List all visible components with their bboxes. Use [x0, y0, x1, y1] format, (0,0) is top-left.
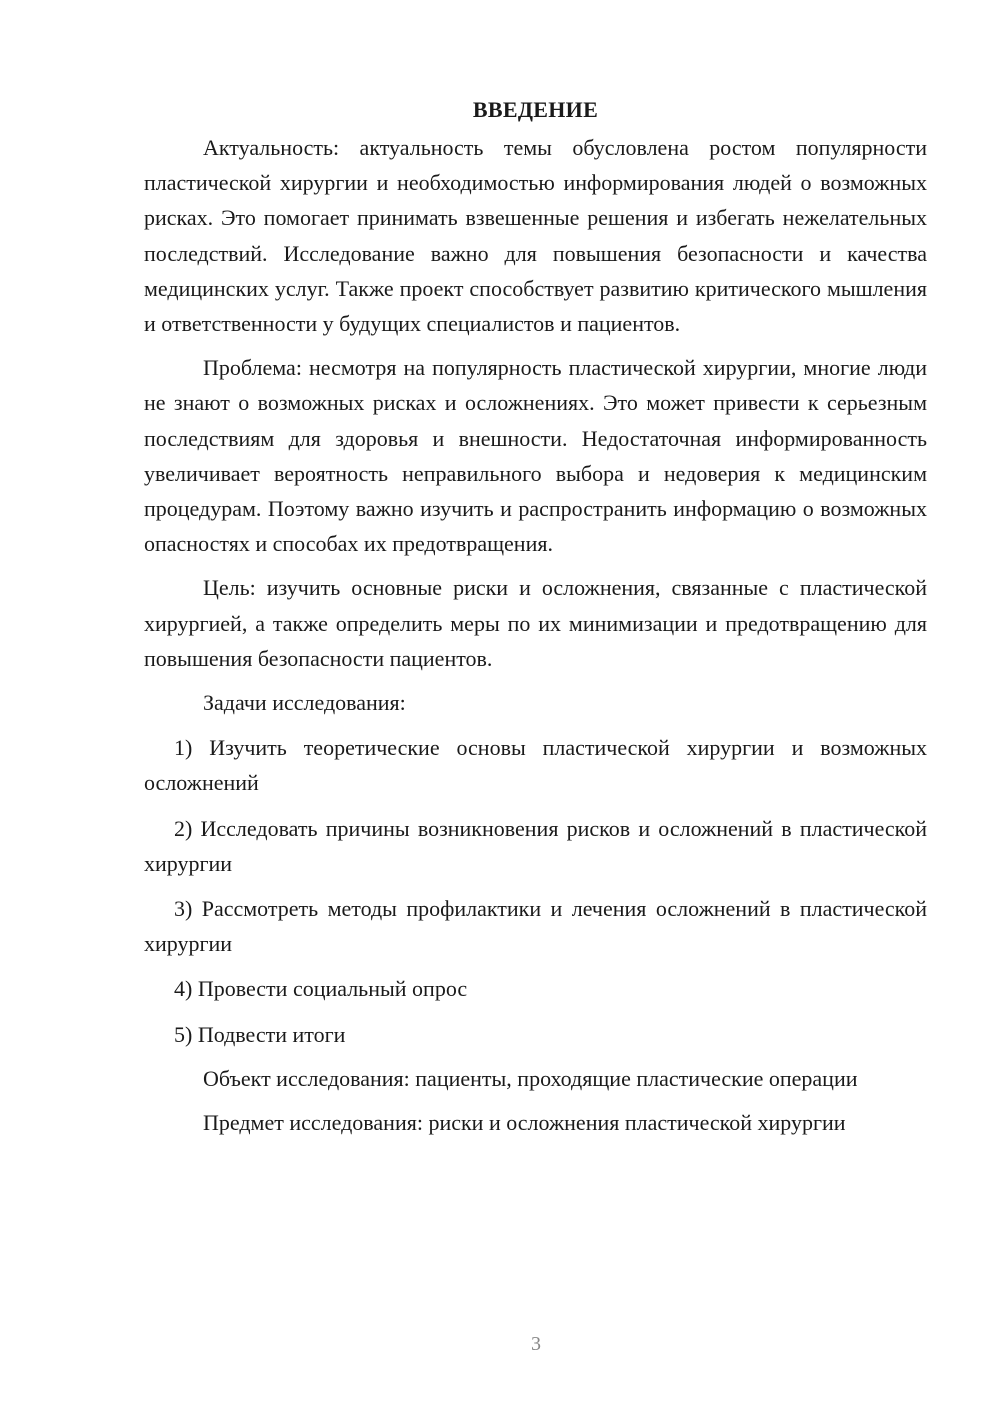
list-item: 1) Изучить теоретические основы пластической хирургии и возможных осложнений: [144, 735, 927, 796]
tasks-list: [144, 730, 927, 1052]
paragraph-subject: Предмет исследования: риски и осложнения пластической хирургии: [203, 1110, 846, 1136]
paragraph-goal: Цель: изучить основные риски и осложнения, связанные с пластической хирургией, а также определить меры по их минимизации и предотвращению для повышения безопасности пациентов.: [144, 575, 927, 671]
list-item: 2) Исследовать причины возникновения рисков и осложнений в пластической хирургии: [144, 815, 927, 876]
list-item: 3) Рассмотреть методы профилактики и лечения осложнений в пластической хирургии: [144, 896, 927, 957]
list-item: 5) Подвести итоги: [174, 1021, 346, 1047]
paragraph-object: Объект исследования: пациенты, проходящие пластические операции: [203, 1065, 858, 1091]
list-item: 4) Провести социальный опрос: [174, 976, 468, 1002]
section-title: ВВЕДЕНИЕ: [472, 97, 599, 122]
page-content: [144, 92, 927, 1140]
page-number: 3: [531, 1333, 541, 1355]
paragraph-problem: Проблема: несмотря на популярность пластической хирургии, многие люди не знают о возможных рисках и осложнениях. Это может привести к серьезным последствиям для здоровья и внешности. Недостаточная информированность увеличивает вероятность неправильного выбора и недоверия к медицинским процедурам. Поэтому важно изучить и распространить информацию о возможных опасностях и способах их предотвращения.: [144, 355, 927, 557]
paragraph-relevance: Актуальность: актуальность темы обусловлена ростом популярности пластической хирургии и необходимостью информирования людей о возможных рисках. Это помогает принимать взвешенные решения и избегать нежелательных последствий. Исследование важно для повышения безопасности и качества медицинских услуг. Также проект способствует развитию критического мышления и ответственности у будущих специалистов и пациентов.: [144, 135, 927, 337]
tasks-heading: Задачи исследования:: [203, 690, 406, 716]
